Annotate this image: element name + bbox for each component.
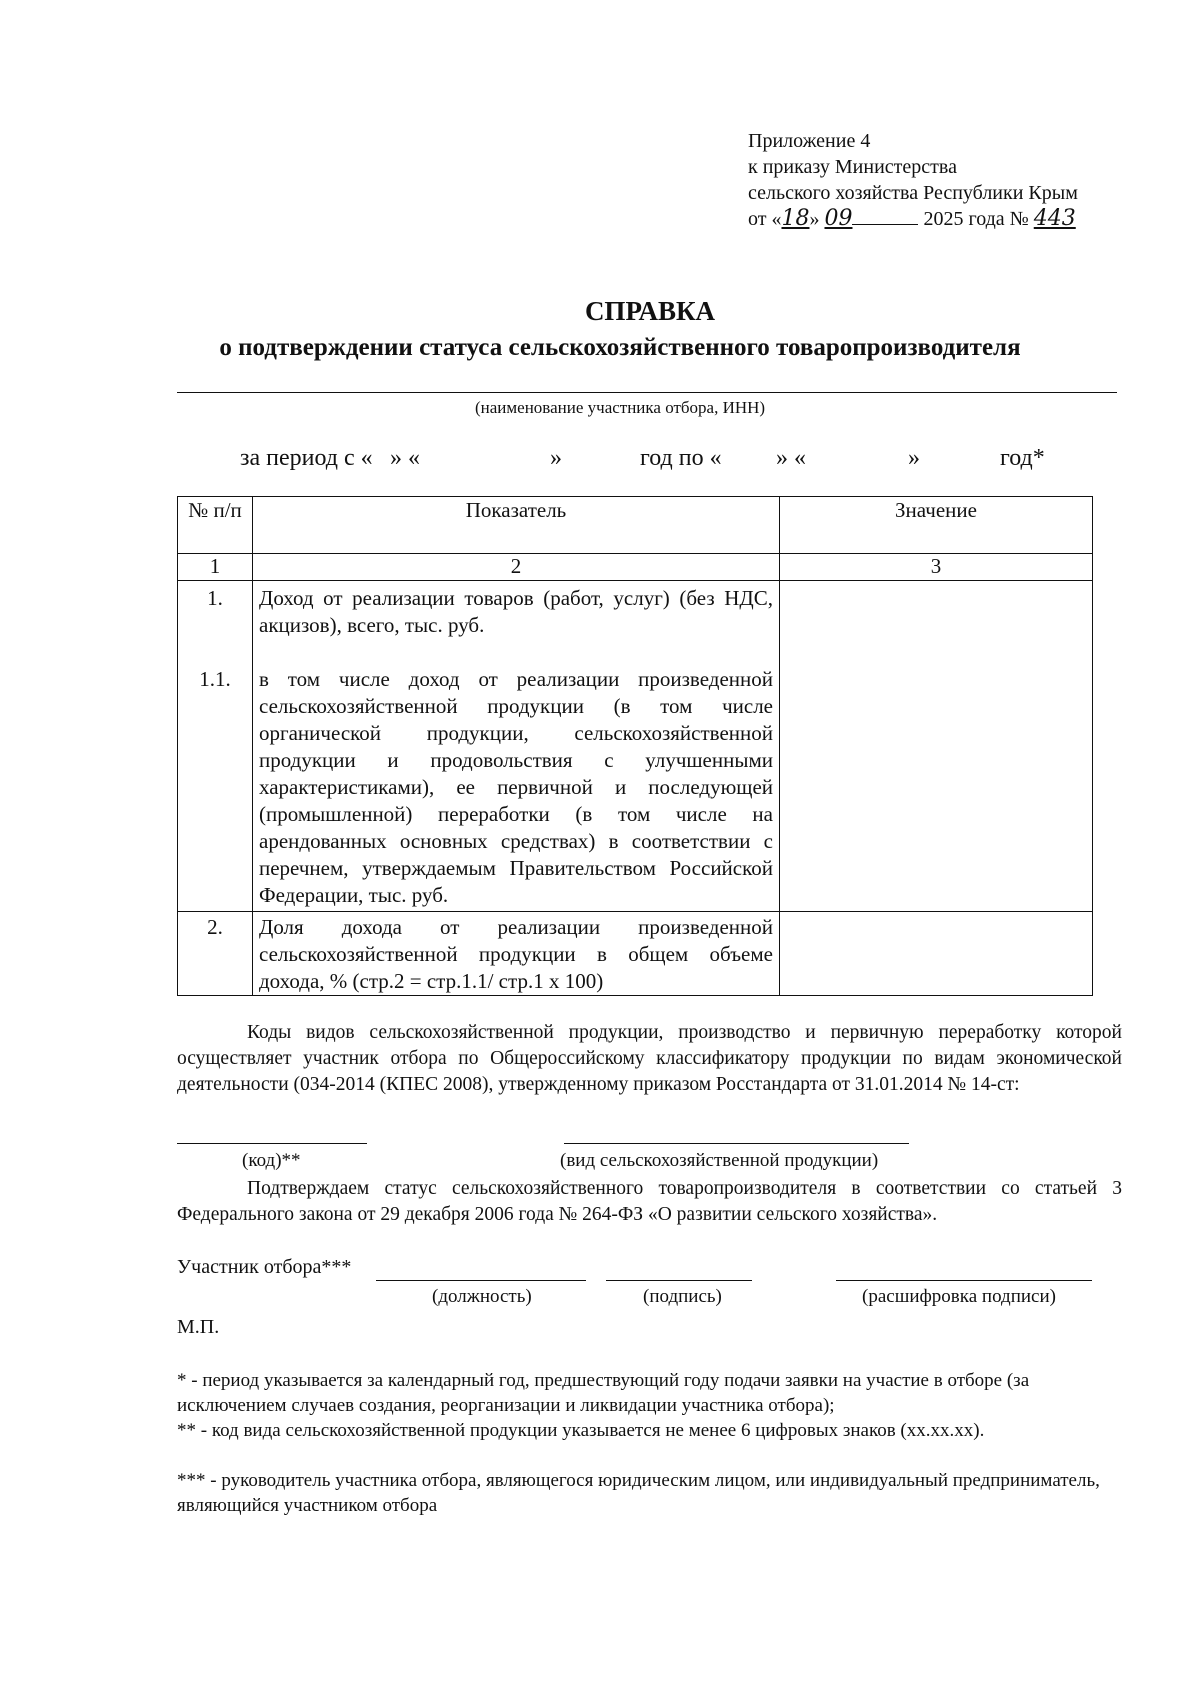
sign-caption: (подпись): [643, 1286, 722, 1307]
row-value-cell[interactable]: [780, 912, 1093, 996]
annex-number: 443: [1033, 206, 1076, 231]
annex-month-blank: [852, 224, 918, 225]
codes-paragraph: Коды видов сельскохозяйственной продукции, производство и первичную переработку которой осуществляет участник отбора по Общероссийскому классификатору продукции по видам экономической деятельности (034-2014 (КПЕС 2008), утвержденному приказом Росстандарта от 31.01.2014 № 14-ст:: [177, 1022, 1122, 1095]
participant-caption: (наименование участника отбора, ИНН): [475, 398, 766, 417]
row-sub-num: 1.1.: [199, 667, 231, 691]
table-row: [178, 581, 1093, 912]
row-text: Доля дохода от реализации произведенной сельскохозяйственной продукции в общем объеме дохода, % (стр.2 = стр.1.1/ стр.1 х 100): [253, 912, 780, 996]
annex-block: [748, 128, 1078, 232]
product-caption: (вид сельскохозяйственной продукции): [560, 1150, 879, 1171]
row-num: 1.: [207, 586, 223, 610]
column-number: 2: [253, 554, 780, 581]
footnote-2: ** - код вида сельскохозяйственной продукции указывается не менее 6 цифровых знаков (xx.xx.xx).: [177, 1420, 985, 1441]
decode-line[interactable]: [836, 1280, 1092, 1281]
period-quote-3: » «: [776, 445, 806, 471]
product-line[interactable]: [564, 1143, 909, 1144]
table-row: [178, 912, 1093, 996]
period-to: год по «: [640, 445, 722, 471]
decode-caption: (расшифровка подписи): [862, 1286, 1056, 1307]
footnote-3: *** - руководитель участника отбора, являющегося юридическим лицом, или индивидуальный предприниматель, являющийся участником отбора: [177, 1470, 1100, 1516]
sign-line[interactable]: [606, 1280, 752, 1281]
table-header-row: [178, 497, 1093, 554]
participant-name-line[interactable]: [177, 392, 1117, 393]
doc-title: СПРАВКА: [584, 296, 716, 326]
annex-month: 09: [824, 206, 853, 231]
header-value: Значение: [780, 497, 1093, 554]
footnote-1: * - период указывается за календарный год, предшествующий году подачи заявки на участие в отборе (за исключением случаев создания, реорганизации и ликвидации участника отбора);: [177, 1370, 1030, 1416]
confirm-paragraph: Подтверждаем статус сельскохозяйственного товаропроизводителя в соответствии со статьей 3 Федерального закона от 29 декабря 2006 года № 264-ФЗ «О развитии сельского хозяйства».: [177, 1178, 1122, 1225]
period-quote-2: »: [550, 445, 562, 471]
code-caption: (код)**: [242, 1150, 301, 1171]
annex-year-text: 2025 года №: [923, 208, 1029, 230]
doc-subtitle: о подтверждении статуса сельскохозяйственного товаропроизводителя: [219, 334, 1021, 361]
annex-line-3: сельского хозяйства Республики Крым: [748, 182, 1078, 204]
annex-date-prefix: от «: [748, 208, 782, 230]
annex-line-2: к приказу Министерства: [748, 156, 957, 178]
row-sub-text: в том числе доход от реализации произведенной сельскохозяйственной продукции (в том числе органической продукции, сельскохозяйственной продукции и продовольствия с улучшенными характеристиками), ее первичной и последующей (промышленной) переработки (в том числе на арендованных основных средствах) в соответствии с перечнем, утверждаемым Правительством Российской Федерации, тыс. руб.: [259, 667, 773, 907]
row-text: Доход от реализации товаров (работ, услуг) (без НДС, акцизов), всего, тыс. руб.: [259, 586, 773, 637]
row-text-cell: [253, 581, 780, 912]
table-column-numbers: [178, 554, 1093, 581]
period-quote-4: »: [908, 445, 920, 471]
period-from: за период с «: [240, 445, 373, 471]
period-quote-1: » «: [390, 445, 420, 471]
annex-quote: »: [809, 208, 825, 230]
period-year: год*: [1000, 445, 1045, 471]
annex-day: 18: [781, 206, 810, 231]
indicators-table: [177, 496, 1093, 996]
column-number: 1: [178, 554, 253, 581]
position-caption: (должность): [432, 1286, 532, 1307]
header-indicator: Показатель: [253, 497, 780, 554]
stamp-label: М.П.: [177, 1316, 220, 1338]
row-num-cell: [178, 581, 253, 912]
position-line[interactable]: [376, 1280, 586, 1281]
annex-line-1: Приложение 4: [748, 130, 871, 152]
row-num: 2.: [178, 912, 253, 996]
signature-label: Участник отбора***: [177, 1256, 352, 1278]
header-num: № п/п: [178, 497, 253, 554]
column-number: 3: [780, 554, 1093, 581]
row-value-cell[interactable]: [780, 581, 1093, 912]
code-line[interactable]: [177, 1143, 367, 1144]
annex-date-line: [748, 206, 1078, 232]
